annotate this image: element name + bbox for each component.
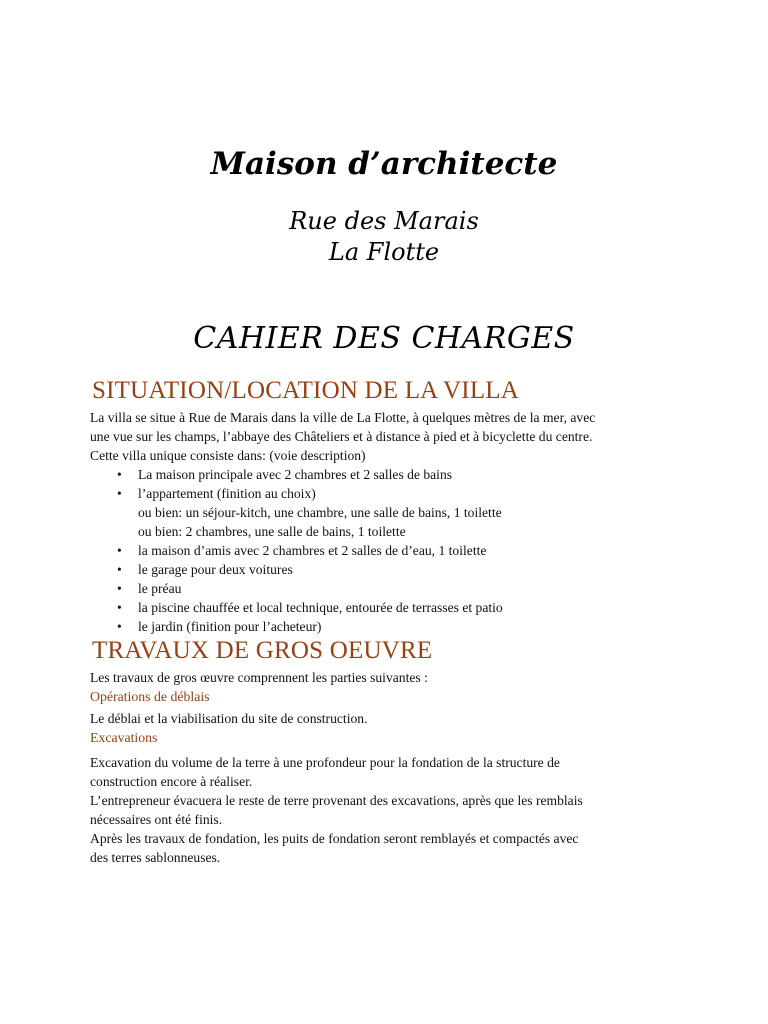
subheading-excavations: Excavations [90, 730, 158, 745]
section-heading-gros-oeuvre: TRAVAUX DE GROS OEUVRE [92, 637, 433, 664]
situation-paragraph [90, 408, 690, 465]
list-item [90, 617, 690, 636]
gros-oeuvre-intro: Les travaux de gros œuvre comprennent les parties suivantes : [90, 670, 428, 685]
bullet-icon: • [117, 619, 122, 634]
section-heading-situation: SITUATION/LOCATION DE LA VILLA [92, 377, 520, 404]
list-item-text: la maison d’amis avec 2 chambres et 2 salles de d’eau, 1 toilette [138, 543, 487, 558]
list-item [90, 484, 690, 541]
paragraph-line: La villa se situe à Rue de Marais dans la ville de La Flotte, à quelques mètres de la mer, avec [90, 410, 596, 425]
villa-components-list [90, 465, 690, 636]
subtitle-town: La Flotte [328, 238, 440, 266]
paragraph-line: L’entrepreneur évacuera le reste de terre provenant des excavations, après que les remblais [90, 793, 583, 808]
list-item-subtext: ou bien: un séjour-kitch, une chambre, une salle de bains, 1 toilette [138, 505, 502, 520]
list-item [90, 560, 690, 579]
bullet-icon: • [117, 486, 122, 501]
paragraph-line: Après les travaux de fondation, les puits de fondation seront remblayés et compactés avec [90, 831, 579, 846]
list-item-text: l’appartement (finition au choix) [138, 486, 316, 501]
subheading-deblais: Opérations de déblais [90, 689, 210, 704]
document-body [90, 376, 690, 867]
paragraph-line: des terres sablonneuses. [90, 850, 221, 865]
document-title: Maison d’architecte [210, 146, 558, 182]
list-item [90, 598, 690, 617]
bullet-icon: • [117, 562, 122, 577]
list-item-text: le jardin (finition pour l’acheteur) [138, 619, 322, 634]
list-item [90, 579, 690, 598]
list-item-text: le préau [138, 581, 182, 596]
bullet-icon: • [117, 543, 122, 558]
bullet-icon: • [117, 467, 122, 482]
deblais-text: Le déblai et la viabilisation du site de construction. [90, 711, 368, 726]
paragraph-line: une vue sur les champs, l’abbaye des Châteliers et à distance à pied et à bicyclette du centre. [90, 429, 593, 444]
list-item-text: la piscine chauffée et local technique, entourée de terrasses et patio [138, 600, 503, 615]
bullet-icon: • [117, 581, 122, 596]
list-item [90, 465, 690, 484]
doc-type-title: CAHIER DES CHARGES [193, 321, 575, 356]
excavations-paragraph [90, 753, 690, 867]
list-item-text: La maison principale avec 2 chambres et 2 salles de bains [138, 467, 453, 482]
list-item [90, 541, 690, 560]
paragraph-line: Excavation du volume de la terre à une profondeur pour la fondation de la structure de [90, 755, 560, 770]
bullet-icon: • [117, 600, 122, 615]
paragraph-line: nécessaires ont été finis. [90, 812, 223, 827]
subtitle-street: Rue des Marais [289, 207, 479, 235]
list-item-subtext: ou bien: 2 chambres, une salle de bains, 1 toilette [138, 524, 406, 539]
paragraph-line: construction encore à réaliser. [90, 774, 253, 789]
paragraph-line: Cette villa unique consiste dans: (voie description) [90, 448, 366, 463]
list-item-text: le garage pour deux voitures [138, 562, 293, 577]
